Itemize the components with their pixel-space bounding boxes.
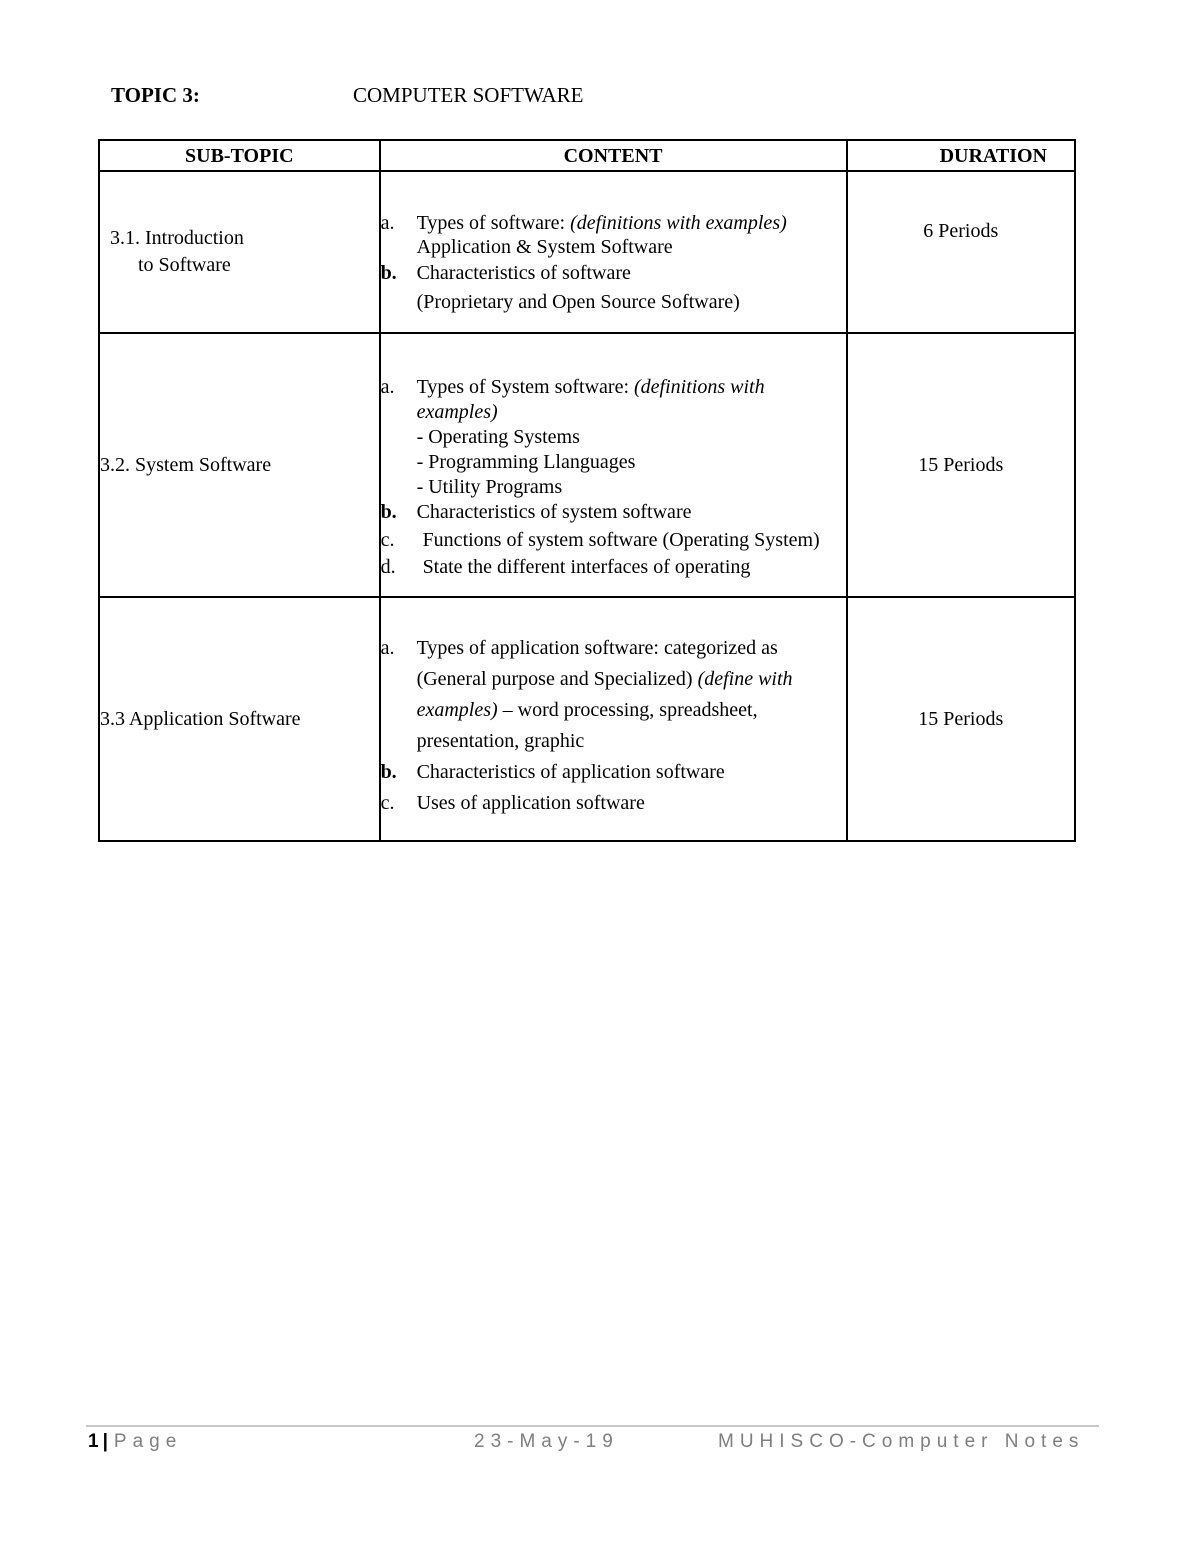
item-sub-line: (Proprietary and Open Source Software) xyxy=(416,291,740,313)
table-row xyxy=(99,333,1075,597)
header-content: CONTENT xyxy=(380,140,847,171)
content-cell xyxy=(380,171,847,333)
footer-source: MUHISCO-Computer Notes xyxy=(718,1431,1085,1452)
content-cell xyxy=(380,333,847,597)
item-marker: b. xyxy=(380,761,397,783)
item-marker: b. xyxy=(380,501,397,523)
footer-page xyxy=(88,1431,182,1453)
item-text: Types of System software: xyxy=(416,376,635,398)
item-italic-note: (define with examples) xyxy=(416,668,793,721)
syllabus-table xyxy=(98,139,1076,842)
footer-divider xyxy=(86,1425,1099,1427)
list-item: - Utility Programs xyxy=(416,476,563,498)
content-item-c xyxy=(381,788,846,819)
item-marker: a. xyxy=(380,637,395,659)
item-text: Types of software: xyxy=(416,212,571,234)
content-item-b xyxy=(381,757,846,788)
topic-label: TOPIC 3: xyxy=(111,83,200,107)
content-item-c xyxy=(381,527,846,554)
content-item-a xyxy=(381,633,846,757)
subtopic-label: 3.1. Introduction xyxy=(110,227,244,249)
item-text: Characteristics of software xyxy=(416,262,631,284)
list-item: - Programming Llanguages xyxy=(416,451,636,473)
item-marker: c. xyxy=(380,792,395,814)
subtopic-label: 3.3 Application Software xyxy=(100,707,301,730)
item-text: Uses of application software xyxy=(416,792,645,814)
item-marker: b. xyxy=(380,262,397,284)
item-text: Characteristics of application software xyxy=(416,761,725,783)
item-marker: a. xyxy=(380,376,395,398)
table-row xyxy=(99,597,1075,841)
content-item-b xyxy=(381,500,846,525)
subtopic-label-continued: to Software xyxy=(138,254,231,276)
page-label: Page xyxy=(113,1431,183,1452)
item-text: Functions of system software (Operating System) xyxy=(422,529,820,551)
duration-cell: 15 Periods xyxy=(847,333,1075,597)
duration-cell: 6 Periods xyxy=(847,171,1075,333)
content-item-a xyxy=(381,211,846,259)
item-text-continued: Application & System Software xyxy=(416,236,673,258)
page-number: 1 xyxy=(88,1431,99,1452)
subtopic-cell xyxy=(99,171,380,333)
list-item: - Operating Systems xyxy=(416,426,580,448)
item-text: State the different interfaces of operating xyxy=(422,556,751,578)
topic-title: COMPUTER SOFTWARE xyxy=(353,83,584,107)
content-item-d xyxy=(381,554,846,581)
table-header-row xyxy=(99,140,1075,171)
item-italic-note: (definitions with examples) xyxy=(416,376,765,423)
item-marker: c. xyxy=(380,529,395,551)
content-item-a xyxy=(381,375,846,425)
footer-separator: | xyxy=(102,1431,108,1452)
header-subtopic: SUB-TOPIC xyxy=(99,140,380,171)
item-text: Types of application software: categorized as (General purpose and Specialized) xyxy=(416,637,778,690)
content-item-b xyxy=(381,261,846,286)
subtopic-label: 3.2. System Software xyxy=(100,453,272,476)
content-cell xyxy=(380,597,847,841)
item-text: Characteristics of system software xyxy=(416,501,692,523)
header-duration: DURATION xyxy=(847,140,1075,171)
item-marker: d. xyxy=(380,556,396,578)
table-row xyxy=(99,171,1075,333)
item-marker: a. xyxy=(380,212,395,234)
subtopic-cell xyxy=(99,333,380,597)
duration-cell: 15 Periods xyxy=(847,597,1075,841)
item-italic-note: (definitions with examples) xyxy=(570,212,787,234)
subtopic-cell xyxy=(99,597,380,841)
footer-date: 23-May-19 xyxy=(474,1431,619,1452)
item-text-continued: – word processing, spreadsheet, presentation, graphic xyxy=(416,699,758,752)
